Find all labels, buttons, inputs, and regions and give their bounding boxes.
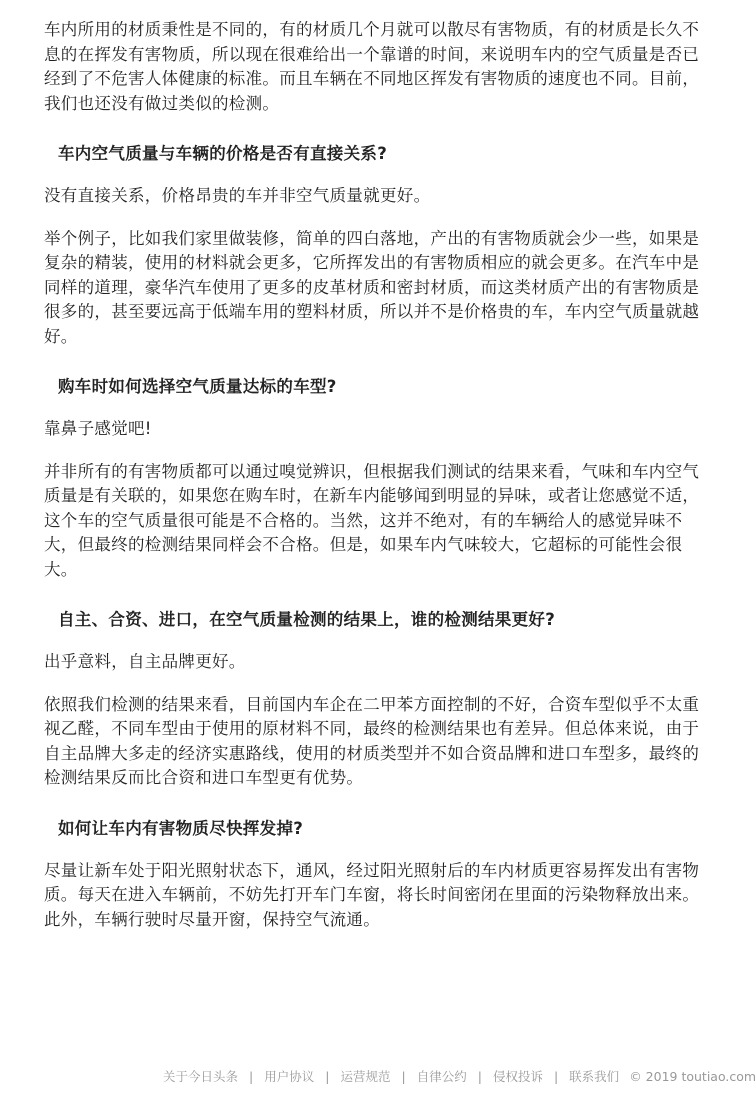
footer-link-infringement-complaint[interactable]: 侵权投诉: [492, 1069, 543, 1084]
footer-separator: |: [249, 1069, 254, 1084]
heading-choose-car: 购车时如何选择空气质量达标的车型?: [58, 377, 337, 396]
footer-link-user-agreement[interactable]: 用户协议: [264, 1069, 315, 1084]
paragraph-price-example: 举个例子，比如我们家里做装修，简单的四白落地，产出的有害物质就会少一些，如果是复杂的精装，使用的材料就会更多，它所挥发出的有害物质相应的就会更多。在汽车中是同样的道理，豪华汽车使用了更多的皮革材质和密封材质，而这类材质产出的有害物质是很多的，甚至要远高于低端车用的塑料材质，所以并不是价格贵的车，车内空气质量就越好。: [44, 228, 700, 346]
footer-link-operation-rules[interactable]: 运营规范: [340, 1069, 391, 1084]
paragraph-price-answer: 没有直接关系，价格昂贵的车并非空气质量就更好。: [44, 186, 431, 205]
paragraph-material-volatility: 车内所用的材质秉性是不同的，有的材质几个月就可以散尽有害物质，有的材质是长久不息的在挥发有害物质，所以现在很难给出一个靠谱的时间，来说明车内的空气质量是否已经到了不危害人体健康的标准。而且车辆在不同地区挥发有害物质的速度也不同。目前，我们也还没有做过类似的检测。: [44, 20, 700, 113]
paragraph-brand-answer: 出乎意料，自主品牌更好。: [44, 652, 246, 671]
footer-link-about[interactable]: 关于今日头条: [163, 1069, 239, 1084]
footer-separator: |: [477, 1069, 482, 1084]
paragraph-brand-detail: 依照我们检测的结果来看，目前国内车企在二甲苯方面控制的不好，合资车型似乎不太重视乙醛，不同车型由于使用的原材料不同，最终的检测结果也有差异。但总体来说，由于自主品牌大多走的经济实惠路线，使用的材质类型并不如合资品牌和进口车型多，最终的检测结果反而比合资和进口车型更有优势。: [44, 694, 700, 787]
paragraph-choose-answer: 靠鼻子感觉吧!: [44, 419, 152, 438]
footer-separator: |: [553, 1069, 559, 1084]
footer-separator: |: [325, 1069, 330, 1084]
article-body: [44, 18, 704, 950]
footer-separator: |: [401, 1069, 406, 1084]
heading-price-relation: 车内空气质量与车辆的价格是否有直接关系?: [58, 144, 388, 163]
heading-brand-comparison: 自主、合资、进口，在空气质量检测的结果上，谁的检测结果更好?: [58, 610, 556, 629]
paragraph-remove-detail: 尽量让新车处于阳光照射状态下，通风，经过阳光照射后的车内材质更容易挥发出有害物质。每天在进入车辆前，不妨先打开车门车窗，将长时间密闭在里面的污染物释放出来。此外，车辆行驶时尽量开窗，保持空气流通。: [44, 860, 700, 929]
footer-copyright: © 2019 toutiao.com: [629, 1069, 756, 1084]
paragraph-choose-detail: 并非所有的有害物质都可以通过嗅觉辨识，但根据我们测试的结果来看，气味和车内空气质量是有关联的，如果您在购车时，在新车内能够闻到明显的异味，或者让您感觉不适，这个车的空气质量很可能是不合格的。当然，这并不绝对，有的车辆给人的感觉异味不大，但最终的检测结果同样会不合格。但是，如果车内气味较大，它超标的可能性会很大。: [44, 461, 700, 579]
footer: [163, 1067, 756, 1089]
footer-link-contact-us[interactable]: 联系我们: [569, 1069, 620, 1084]
footer-link-self-discipline[interactable]: 自律公约: [416, 1069, 467, 1084]
heading-remove-pollutants: 如何让车内有害物质尽快挥发掉?: [58, 818, 304, 838]
